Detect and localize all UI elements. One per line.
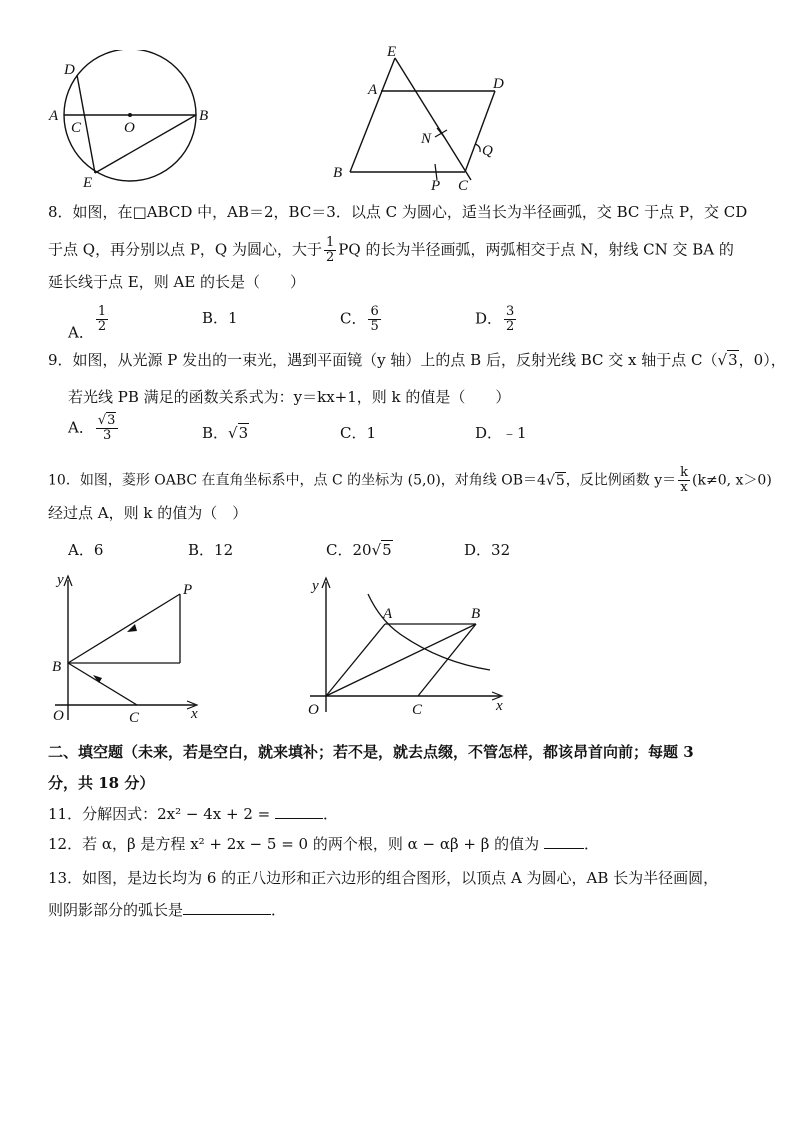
- ray-pb: [68, 594, 180, 663]
- parallelogram-figure: [325, 40, 520, 195]
- q10-option-d: [464, 540, 510, 560]
- q9-option-b-label: B．: [202, 424, 229, 442]
- q10-option-b: [188, 540, 233, 560]
- q13-line1: 13．如图，是边长均为 6 的正八边形和正六边形的组合图形，以顶点 A 为圆心，AB 长为半径画圆，: [48, 869, 719, 887]
- q9-line1: [48, 350, 786, 370]
- label-a: A: [49, 108, 59, 124]
- label-b: B: [471, 606, 481, 622]
- label-o: O: [53, 708, 64, 724]
- q8-line3: 延长线于点 E，则 AE 的长是（ ）: [48, 273, 306, 291]
- q13-line2-text: 则阴影部分的弧长是: [48, 901, 184, 919]
- label-y: y: [57, 572, 64, 588]
- q8-line2-pre: 于点 Q，再分别以点 P，Q 为圆心，大于: [48, 240, 322, 259]
- q8-line2: [48, 236, 734, 265]
- q9-sqrt-radicand: 3: [728, 351, 738, 369]
- label-b: B: [199, 108, 209, 124]
- q12-answer-blank[interactable]: [544, 834, 584, 849]
- ray-ba-extended: [350, 58, 395, 172]
- label-c: C: [129, 710, 140, 726]
- q10-option-c: C．20√5: [326, 541, 392, 559]
- q8-frac-den: 2: [326, 250, 335, 265]
- ray-bc: [68, 663, 137, 705]
- q8-option-d-den: 2: [506, 319, 515, 334]
- label-e: E: [387, 44, 397, 60]
- q10-line2: 经过点 A，则 k 的值为（ ）: [48, 504, 248, 522]
- label-d: D: [64, 62, 75, 78]
- q10-option-a-label: A．: [68, 541, 94, 559]
- mirror-figure: [45, 570, 215, 730]
- label-a: A: [368, 82, 378, 98]
- q12-end: ．: [583, 835, 599, 853]
- side-bc: [418, 624, 476, 696]
- label-c: C: [71, 120, 82, 136]
- q9-option-b: B．√3: [202, 424, 249, 442]
- center-dot: [128, 113, 132, 117]
- q13-line2: [48, 900, 286, 920]
- q8-half-fraction: [324, 236, 336, 265]
- q10-option-c-radicand: 5: [382, 541, 392, 559]
- label-x: x: [191, 706, 198, 722]
- q11-answer-blank[interactable]: [275, 804, 323, 819]
- q8-line2-post: PQ 的长为半径画弧，两弧相交于点 N，射线 CN 交 BA 的: [338, 240, 734, 259]
- label-p: P: [183, 582, 193, 598]
- q8-option-c-label: C．: [340, 309, 367, 328]
- q8-option-a-num: 1: [97, 304, 107, 319]
- q8-option-b-label: B．: [202, 309, 229, 327]
- q11-text: 11．分解因式：2x² − 4x + 2 =: [48, 805, 271, 823]
- q8-option-d: [475, 305, 518, 334]
- q8-option-a: [68, 305, 110, 343]
- q8-frac-num: 1: [326, 235, 335, 250]
- label-b: B: [52, 659, 62, 675]
- q10-frac-den: x: [680, 480, 688, 495]
- arc-mark-q: [475, 144, 480, 152]
- label-o: O: [124, 120, 135, 136]
- q10-line1-post: (k≠0, x＞0): [692, 472, 772, 489]
- q12: [48, 834, 599, 854]
- q11: [48, 804, 338, 824]
- q10-option-d-value: 32: [491, 541, 511, 559]
- label-o: O: [308, 702, 319, 718]
- q10-line1-pre: 10．如图，菱形 OABC 在直角坐标系中，点 C 的坐标为 (5,0)，对角线 OB＝4: [48, 472, 546, 489]
- q9-line1-post: ，0），: [738, 351, 786, 369]
- q9-option-c-value: 1: [366, 424, 377, 442]
- q8-line1: 8．如图，在□ABCD 中，AB＝2，BC＝3．以点 C 为圆心，适当长为半径画弧，交 BC 于点 P，交 CD: [48, 203, 748, 221]
- q8-option-c: [340, 305, 383, 334]
- q10-line1: 10．如图，菱形 OABC 在直角坐标系中，点 C 的坐标为 (5,0)，对角线 OB＝4√5，反比例函数 y＝ $\frac{k}{x}$ (k≠0, x＞0): [48, 465, 772, 495]
- circle-figure: [40, 50, 230, 195]
- q9-option-a-radicand: 3: [107, 413, 116, 428]
- label-c: C: [412, 702, 423, 718]
- q9-option-c: [340, 423, 376, 443]
- label-d: D: [493, 76, 504, 92]
- side-dc: [465, 91, 495, 172]
- label-x: x: [496, 698, 503, 714]
- label-n: N: [421, 131, 432, 147]
- label-q: Q: [482, 143, 493, 159]
- q10-line1-mid: ，反比例函数 y＝: [565, 472, 677, 489]
- label-e: E: [83, 175, 93, 191]
- q10-option-c-pre: 20: [352, 541, 372, 559]
- q13-answer-blank[interactable]: [183, 900, 271, 915]
- label-b: B: [333, 165, 343, 181]
- q8-option-c-den: 5: [370, 319, 379, 334]
- q10-option-b-label: B．: [188, 541, 215, 559]
- q9-option-a: A． $\frac{√3}{3}$: [68, 414, 120, 443]
- q11-end: ．: [322, 805, 338, 823]
- q8-option-b: [202, 308, 238, 328]
- q9-option-b-radicand: 3: [238, 424, 249, 442]
- label-c: C: [458, 178, 469, 194]
- q10-option-d-label: D．: [464, 541, 492, 559]
- arc-mark-n: [435, 128, 447, 138]
- ray-ce: [395, 58, 471, 180]
- q9-option-a-den: 3: [102, 428, 112, 443]
- q9-line1-pre: 9．如图，从光源 P 发出的一束光，遇到平面镜（y 轴）上的点 B 后，反射光线 BC 交 x 轴于点 C（: [48, 351, 718, 369]
- label-p: P: [431, 178, 441, 194]
- q8-option-a-label: A．: [68, 323, 94, 342]
- q12-text: 12．若 α，β 是方程 x² + 2x − 5 = 0 的两个根，则 α − αβ + β 的值为: [48, 835, 540, 853]
- chord-eb: [95, 115, 196, 173]
- section2-header-line2: 分，共 18 分）: [48, 774, 155, 792]
- side-oa: [326, 624, 385, 696]
- q13-end: ．: [271, 901, 287, 919]
- q9-line2: 若光线 PB 满足的函数关系式为：y＝kx+1，则 k 的值是（ ）: [68, 388, 511, 406]
- q9-option-d-label: D．: [475, 424, 503, 442]
- q10-frac-num: k: [680, 465, 689, 480]
- section2-header-line1: 二、填空题（未来，若是空白，就来填补；若不是，就去点缀，不管怎样，都该昂首向前；每题 3: [48, 743, 694, 761]
- label-a: A: [383, 606, 393, 622]
- q9-option-a-label: A．: [68, 418, 94, 437]
- label-y: y: [312, 578, 319, 594]
- q8-option-d-num: 3: [506, 304, 515, 319]
- q8-option-d-label: D．: [475, 309, 503, 328]
- q9-sqrt: √3: [717, 351, 738, 369]
- q9-option-d: [475, 423, 527, 443]
- q10-option-b-value: 12: [214, 541, 234, 559]
- q10-option-a: [68, 540, 103, 560]
- q8-option-a-den: 2: [97, 319, 107, 334]
- q9-option-d-value: ﹣1: [502, 424, 527, 442]
- q8-option-c-num: 6: [370, 304, 379, 319]
- q8-option-b-value: 1: [228, 309, 238, 327]
- q10-option-c-label: C．: [326, 541, 353, 559]
- rhombus-figure: [300, 572, 515, 722]
- q9-option-c-label: C．: [340, 424, 367, 442]
- q10-option-a-value: 6: [93, 541, 104, 559]
- q10-sqrt-radicand: 5: [555, 472, 565, 489]
